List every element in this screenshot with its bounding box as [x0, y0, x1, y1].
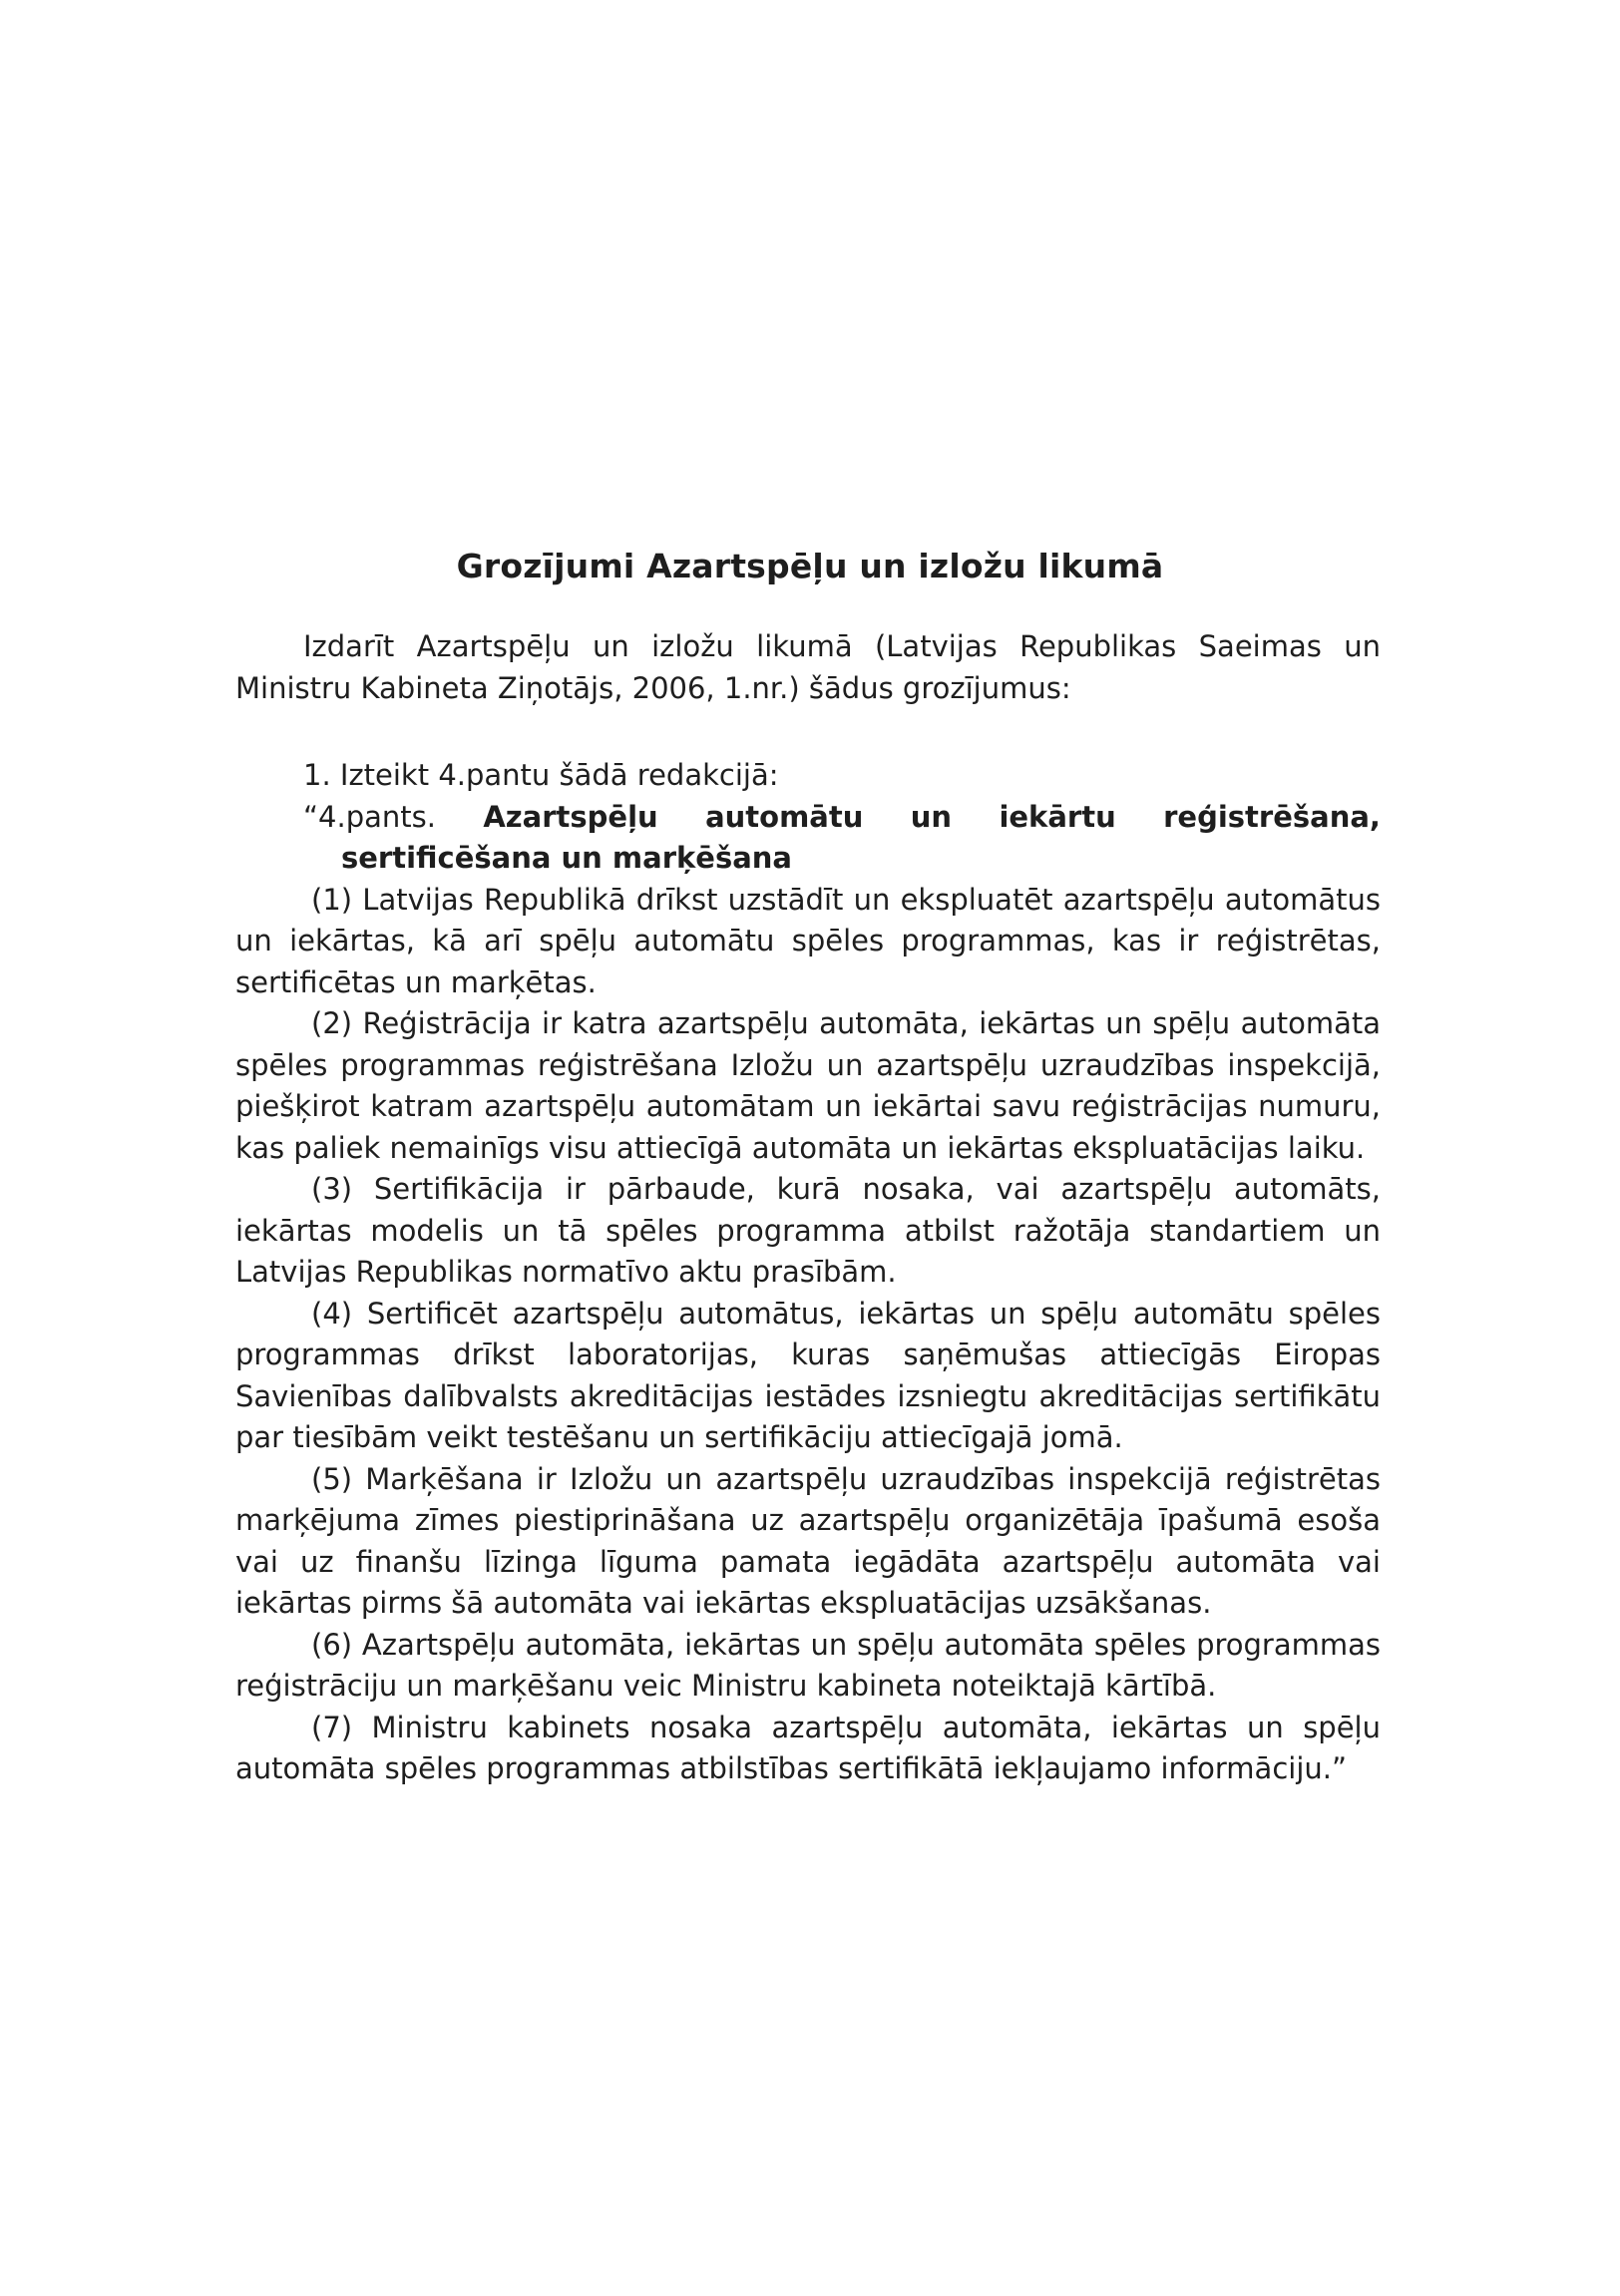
article-heading-continuation: sertificēšana un marķēšana: [341, 841, 793, 875]
article-heading-word: automātu: [705, 799, 864, 834]
document-body: [235, 626, 1381, 1790]
article-heading-word: un: [910, 799, 953, 834]
article-heading-word: iekārtu: [999, 799, 1116, 834]
article-paragraph-7: (7) Ministru kabinets nosaka azartspēļu automāta, iekārtas un spēļu automāta spēles programmas atbilstības sertifikātā iekļaujamo informāciju.”: [235, 1710, 1381, 1785]
amendment-item-1: 1. Izteikt 4.pantu šādā redakcijā:: [303, 758, 779, 792]
article-paragraph-5: (5) Marķēšana ir Izložu un azartspēļu uzraudzības inspekcijā reģistrētas marķējuma zīmes piestiprināšana uz azartspēļu organizētāja īpašumā esoša vai uz finanšu līzinga līguma pamata iegādāta azartspēļu automāta vai iekārtas pirms šā automāta vai iekārtas ekspluatācijas uzsākšanas.: [235, 1461, 1381, 1620]
article-paragraph-6: (6) Azartspēļu automāta, iekārtas un spēļu automāta spēles programmas reģistrāciju un marķēšanu veic Ministru kabineta noteiktajā kārtībā.: [235, 1627, 1381, 1703]
article-number: “4.pants.: [303, 799, 436, 834]
intro-paragraph: Izdarīt Azartspēļu un izložu likumā (Latvijas Republikas Saeimas un Ministru Kabineta Ziņotājs, 2006, 1.nr.) šādus grozījumus:: [235, 629, 1381, 705]
article-heading: [235, 797, 1381, 839]
article-paragraph-2: (2) Reģistrācija ir katra azartspēļu automāta, iekārtas un spēļu automāta spēles programmas reģistrēšana Izložu un azartspēļu uzraudzības inspekcijā, piešķirot katram azartspēļu automātam un iekārtai savu reģistrācijas numuru, kas paliek nemainīgs visu attiecīgā automāta un iekārtas ekspluatācijas laiku.: [235, 1006, 1381, 1165]
article-heading-word: reģistrēšana,: [1163, 799, 1381, 834]
article-paragraph-4: (4) Sertificēt azartspēļu automātus, iekārtas un spēļu automātu spēles programmas drīkst laboratorijas, kuras saņēmušas attiecīgās Eiropas Savienības dalībvalsts akreditācijas iestādes izsniegtu akreditācijas sertifikātu par tiesībām veikt testēšanu un sertifikāciju attiecīgajā jomā.: [235, 1296, 1381, 1454]
article-paragraph-3: (3) Sertifikācija ir pārbaude, kurā nosaka, vai azartspēļu automāts, iekārtas modelis un tā spēles programma atbilst ražotāja standartiem un Latvijas Republikas normatīvo aktu prasībām.: [235, 1172, 1381, 1289]
article-paragraph-1: (1) Latvijas Republikā drīkst uzstādīt un ekspluatēt azartspēļu automātus un iekārtas, kā arī spēļu automātu spēles programmas, kas ir reģistrētas, sertificētas un marķētas.: [235, 882, 1381, 999]
document-title: Grozījumi Azartspēļu un izložu likumā: [456, 547, 1164, 585]
article-heading-word: Azartspēļu: [483, 799, 658, 834]
